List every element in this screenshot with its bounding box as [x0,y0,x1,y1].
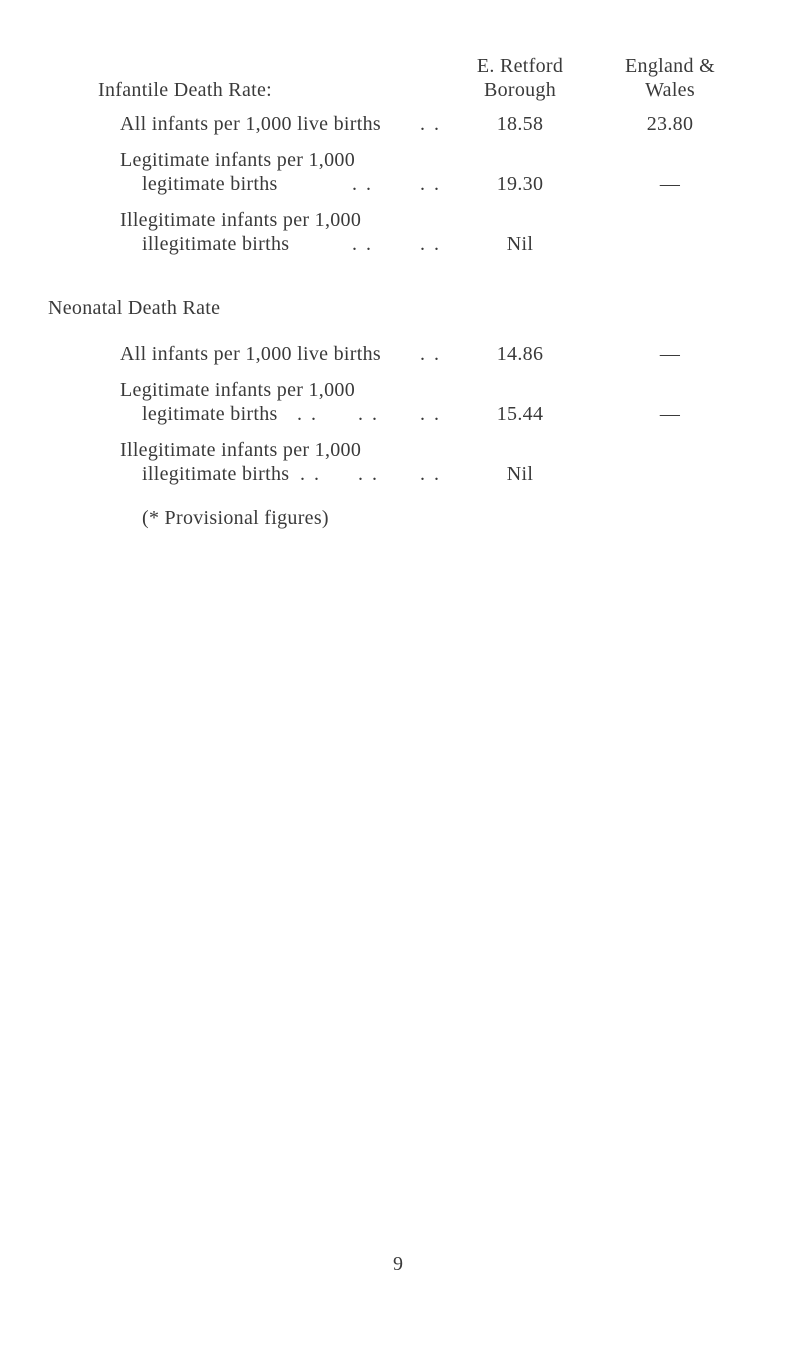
infantile-row2-national: — [659,173,681,195]
col-header-national-line2: Wales [645,79,695,101]
infantile-row2-dots-b: . . [420,173,441,195]
infantile-row2-label1: Legitimate infants per 1,000 [120,149,356,171]
neonatal-row3-dots-a: . . [300,463,321,485]
col-header-national-line1: England & [625,55,715,77]
neonatal-row2-borough: 15.44 [496,403,544,425]
neonatal-heading: Neonatal Death Rate [48,297,221,319]
infantile-heading: Infantile Death Rate: [98,79,273,101]
infantile-row1-label: All infants per 1,000 live births [120,113,381,135]
col-header-borough-line1: E. Retford [476,55,564,77]
neonatal-row1-label: All infants per 1,000 live births [120,343,381,365]
infantile-row1-borough: 18.58 [496,113,544,135]
neonatal-row2-dots-c: . . [420,403,441,425]
neonatal-row1-borough: 14.86 [496,343,544,365]
neonatal-row3-borough: Nil [506,463,534,485]
col-header-borough-line2: Borough [483,79,557,101]
neonatal-row1-dots: . . [420,343,441,365]
neonatal-row2-label1: Legitimate infants per 1,000 [120,379,356,401]
neonatal-row2-dots-b: . . [358,403,379,425]
neonatal-row2-label2: legitimate births [142,403,278,425]
neonatal-row1-national: — [659,343,681,365]
infantile-row3-label1: Illegitimate infants per 1,000 [120,209,362,231]
infantile-row1-national: 23.80 [646,113,694,135]
neonatal-row2-dots-a: . . [297,403,318,425]
infantile-row3-label2: illegitimate births [142,233,290,255]
neonatal-row2-national: — [659,403,681,425]
page-number: 9 [393,1253,404,1275]
infantile-row3-dots-b: . . [420,233,441,255]
infantile-row3-borough: Nil [506,233,534,255]
neonatal-row3-label2: illegitimate births [142,463,290,485]
infantile-row3-dots-a: . . [352,233,373,255]
infantile-row2-dots-a: . . [352,173,373,195]
neonatal-row3-dots-c: . . [420,463,441,485]
infantile-row2-label2: legitimate births [142,173,278,195]
infantile-row2-borough: 19.30 [496,173,544,195]
neonatal-row3-label1: Illegitimate infants per 1,000 [120,439,362,461]
neonatal-row3-dots-b: . . [358,463,379,485]
infantile-row1-dots: . . [420,113,441,135]
footnote: (* Provisional figures) [142,507,329,529]
